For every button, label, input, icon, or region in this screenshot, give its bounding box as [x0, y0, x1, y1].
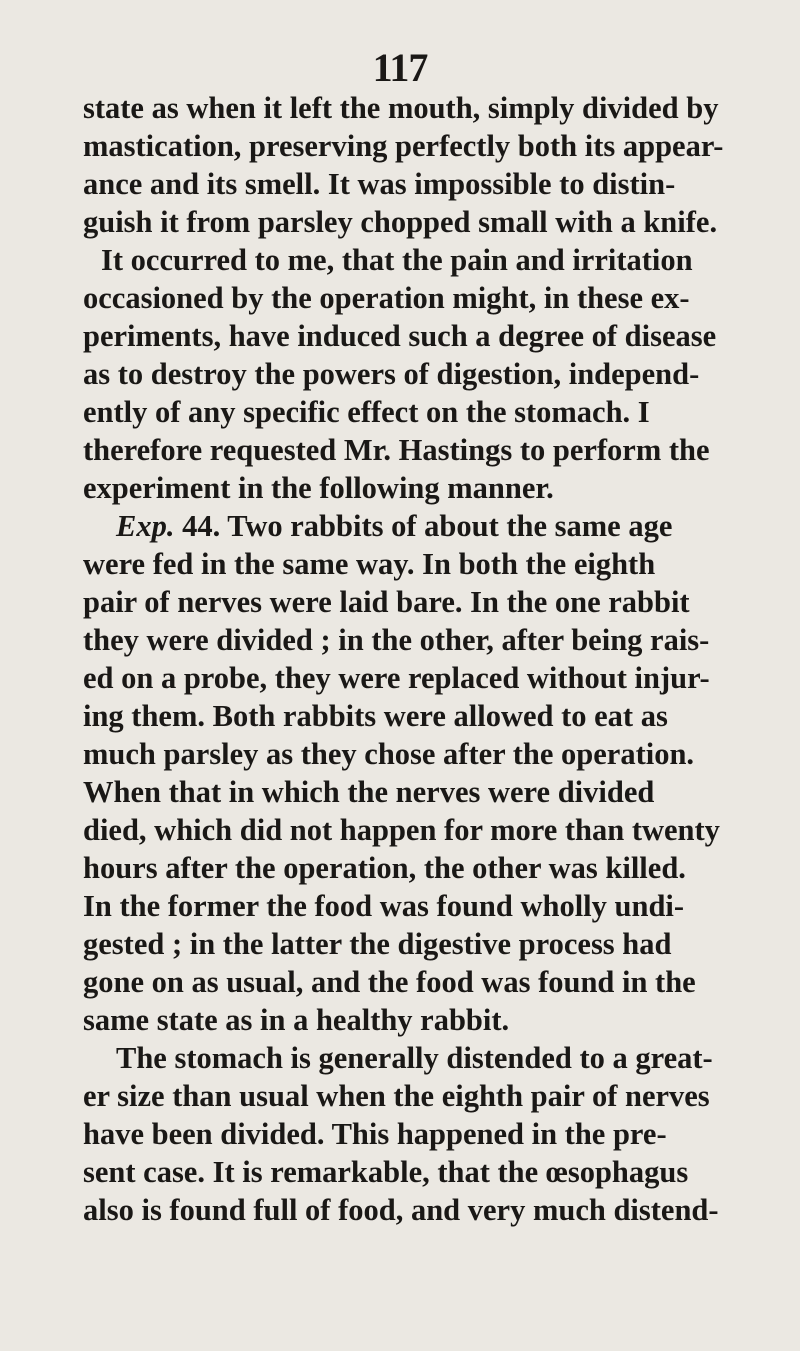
text-line: mastication, preserving perfectly both its appear- — [83, 129, 724, 163]
text-line: gone on as usual, and the food was found in the — [83, 965, 696, 999]
text-line: much parsley as they chose after the operation. — [83, 737, 695, 771]
text-line: ed on a probe, they were replaced without injur- — [83, 661, 710, 695]
text-line: have been divided. This happened in the pre- — [83, 1117, 667, 1151]
text-line: as to destroy the powers of digestion, independ- — [83, 357, 700, 391]
text-line: hours after the operation, the other was killed. — [83, 851, 686, 885]
text-line: same state as in a healthy rabbit. — [83, 1003, 510, 1037]
text-line: gested ; in the latter the digestive process had — [83, 927, 672, 961]
text-line: also is found full of food, and very much distend- — [83, 1193, 719, 1227]
experiment-heading-line — [116, 507, 672, 545]
text-line: periments, have induced such a degree of disease — [83, 319, 717, 353]
text-line: guish it from parsley chopped small with a knife. — [83, 205, 718, 239]
text-line: When that in which the nerves were divided — [83, 775, 655, 809]
text-line: ently of any specific effect on the stomach. I — [83, 395, 650, 429]
text-line: were fed in the same way. In both the eighth — [83, 547, 656, 581]
page-number: 117 — [372, 45, 428, 90]
experiment-text: 44. Two rabbits of about the same age — [174, 509, 673, 543]
text-line: The stomach is generally distended to a great- — [116, 1041, 713, 1075]
text-line: pair of nerves were laid bare. In the one rabbit — [83, 585, 690, 619]
text-line: therefore requested Mr. Hastings to perform the — [83, 433, 710, 467]
text-line: they were divided ; in the other, after being rais- — [83, 623, 710, 657]
text-line: occasioned by the operation might, in these ex- — [83, 281, 690, 315]
text-line: er size than usual when the eighth pair of nerves — [83, 1079, 710, 1113]
text-line: In the former the food was found wholly undi- — [83, 889, 685, 923]
text-line: died, which did not happen for more than twenty — [83, 813, 720, 847]
experiment-label: Exp. — [116, 509, 175, 543]
text-line: ing them. Both rabbits were allowed to eat as — [83, 699, 668, 733]
text-line: state as when it left the mouth, simply divided by — [83, 91, 719, 125]
text-line: ance and its smell. It was impossible to distin- — [83, 167, 676, 201]
text-line: experiment in the following manner. — [83, 471, 554, 505]
text-line: sent case. It is remarkable, that the œsophagus — [83, 1155, 689, 1189]
text-line: It occurred to me, that the pain and irritation — [101, 243, 693, 277]
